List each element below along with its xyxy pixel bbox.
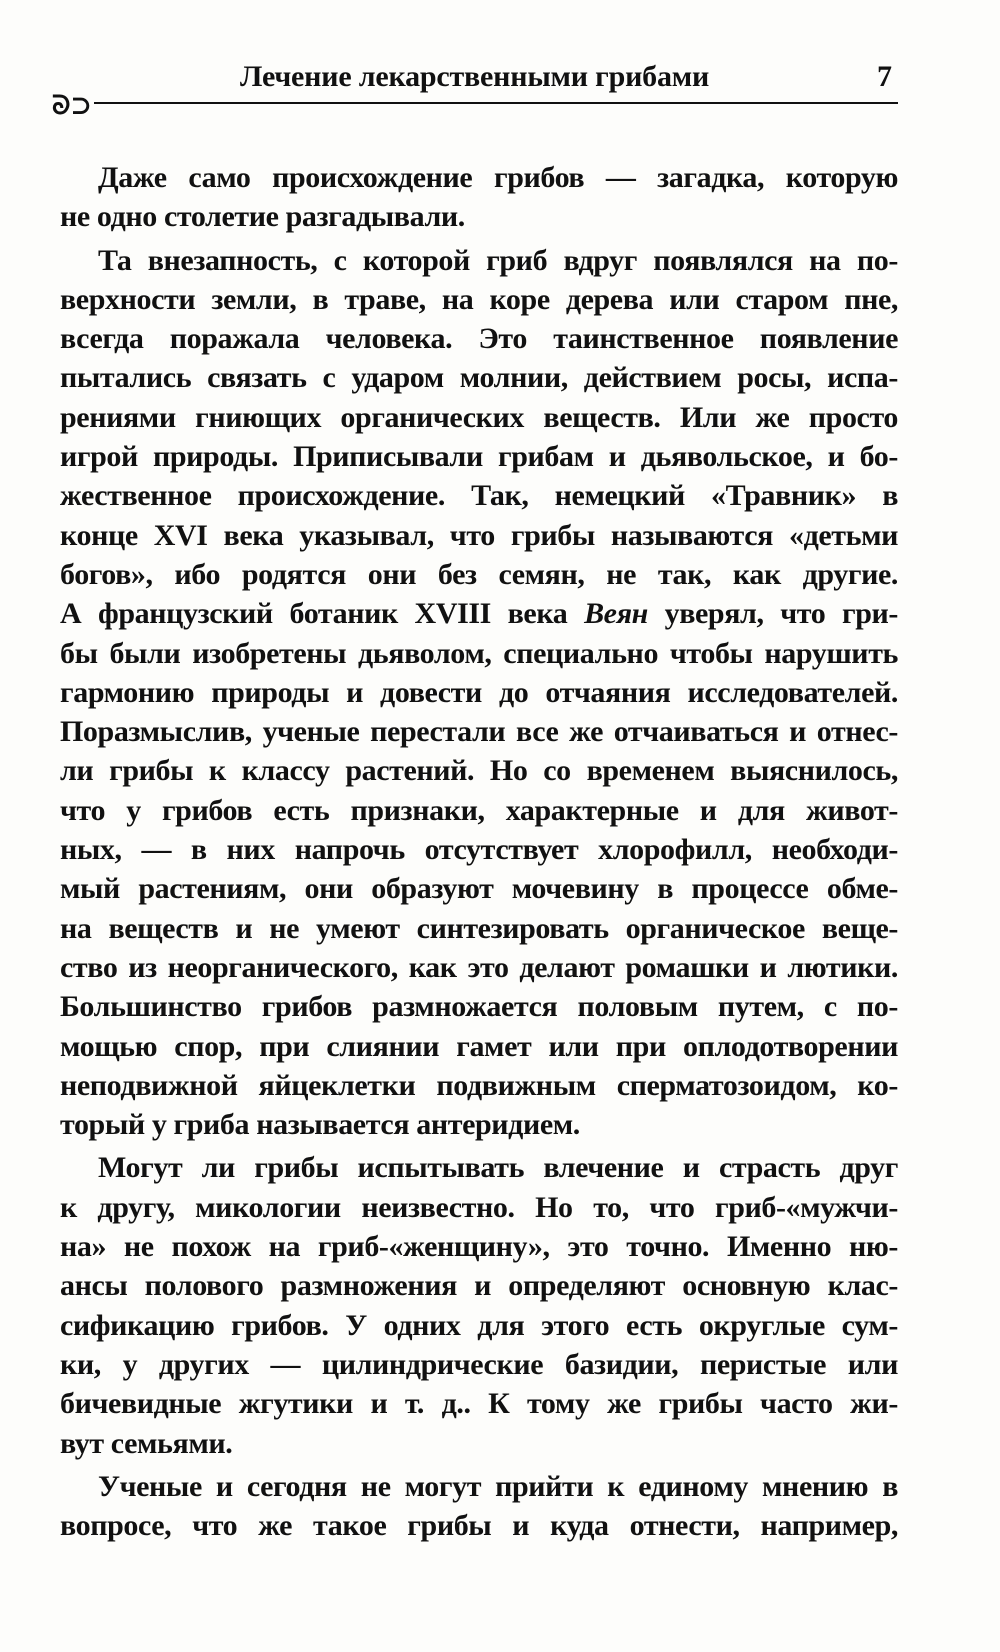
text-line: всегда поражала человека. Это таинственное появление <box>60 322 898 356</box>
text-line: игрой природы. Приписывали грибам и дьявольское, и бо- <box>60 440 898 474</box>
running-title: Лечение лекарственными грибами <box>240 60 710 93</box>
text-line: Поразмыслив, ученые перестали все же отчаиваться и отнес- <box>60 715 898 749</box>
text-run: А французский ботаник XVIII века <box>60 597 585 631</box>
text-line: пытались связать с ударом молнии, действием росы, испа- <box>60 361 898 395</box>
page-number: 7 <box>877 60 892 93</box>
running-header <box>52 58 898 120</box>
text-line: к другу, микологии неизвестно. Но то, что гриб-«мужчи- <box>60 1190 898 1224</box>
text-line: бы были изобретены дьяволом, специально чтобы нарушить <box>60 636 898 670</box>
text-line: мый растениям, они образуют мочевину в процессе обме- <box>60 872 898 906</box>
text-line: бичевидные жгутики и т. д.. К тому же грибы часто жи- <box>60 1387 898 1421</box>
text-line: Могут ли грибы испытывать влечение и страсть друг <box>98 1151 898 1185</box>
paragraph <box>60 241 898 1145</box>
text-line: гармонию природы и довести до отчаяния исследователей. <box>60 675 898 709</box>
text-line: Ученые и сегодня не могут прийти к единому мнению в <box>98 1469 898 1503</box>
text-line: торый у гриба называется антеридием. <box>60 1108 580 1142</box>
paragraph <box>60 1467 898 1546</box>
text-line-with-italic <box>60 594 898 633</box>
text-line: на» не похож на гриб-«женщину», это точно. Именно ню- <box>60 1230 898 1264</box>
text-line: ство из неорганического, как это делают ромашки и лютики. <box>60 950 898 984</box>
ornament-icon: ᘐ⊃ <box>52 91 93 120</box>
text-line: Большинство грибов размножается половым путем, с по- <box>60 990 898 1024</box>
text-line: что у грибов есть признаки, характерные и для живот- <box>60 793 898 827</box>
text-line: Даже само происхождение грибов — загадка, которую <box>98 161 898 194</box>
text-line: вопросе, что же такое грибы и куда отнести, например, <box>60 1509 898 1543</box>
paragraph <box>60 158 898 237</box>
text-line: конце XVI века указывал, что грибы называются «детьми <box>60 518 898 552</box>
text-line: сификацию грибов. У одних для этого есть округлые сум- <box>60 1308 898 1342</box>
text-line: ли грибы к классу растений. Но со временем выяснилось, <box>60 754 898 788</box>
italic-name: Веян <box>584 597 648 631</box>
text-line: мощью спор, при слиянии гамет или при оплодотворении <box>60 1029 898 1063</box>
paragraph <box>60 1148 898 1462</box>
text-line: богов», ибо родятся они без семян, не так, как другие. <box>60 557 898 591</box>
text-line: на веществ и не умеют синтезировать органическое веще- <box>60 911 898 945</box>
text-line: жественное происхождение. Так, немецкий «Травник» в <box>60 479 898 513</box>
text-line: неподвижной яйцеклетки подвижным сперматозоидом, ко- <box>60 1068 898 1102</box>
header-rule <box>94 102 898 104</box>
text-line: не одно столетие разгадывали. <box>60 200 465 234</box>
text-run: уверял, что гри- <box>647 597 898 631</box>
text-line: Та внезапность, с которой гриб вдруг появлялся на по- <box>98 243 898 277</box>
text-line: ки, у других — цилиндрические базидии, перистые или <box>60 1347 898 1381</box>
text-line: ансы полового размножения и определяют основную клас- <box>60 1269 898 1303</box>
text-line: верхности земли, в траве, на коре дерева или старом пне, <box>60 282 898 316</box>
body-text <box>60 158 898 1545</box>
text-line: рениями гниющих органических веществ. Или же просто <box>60 400 898 434</box>
text-line: ных, — в них напрочь отсутствует хлорофилл, необходи- <box>60 833 898 867</box>
text-line: вут семьями. <box>60 1426 233 1460</box>
